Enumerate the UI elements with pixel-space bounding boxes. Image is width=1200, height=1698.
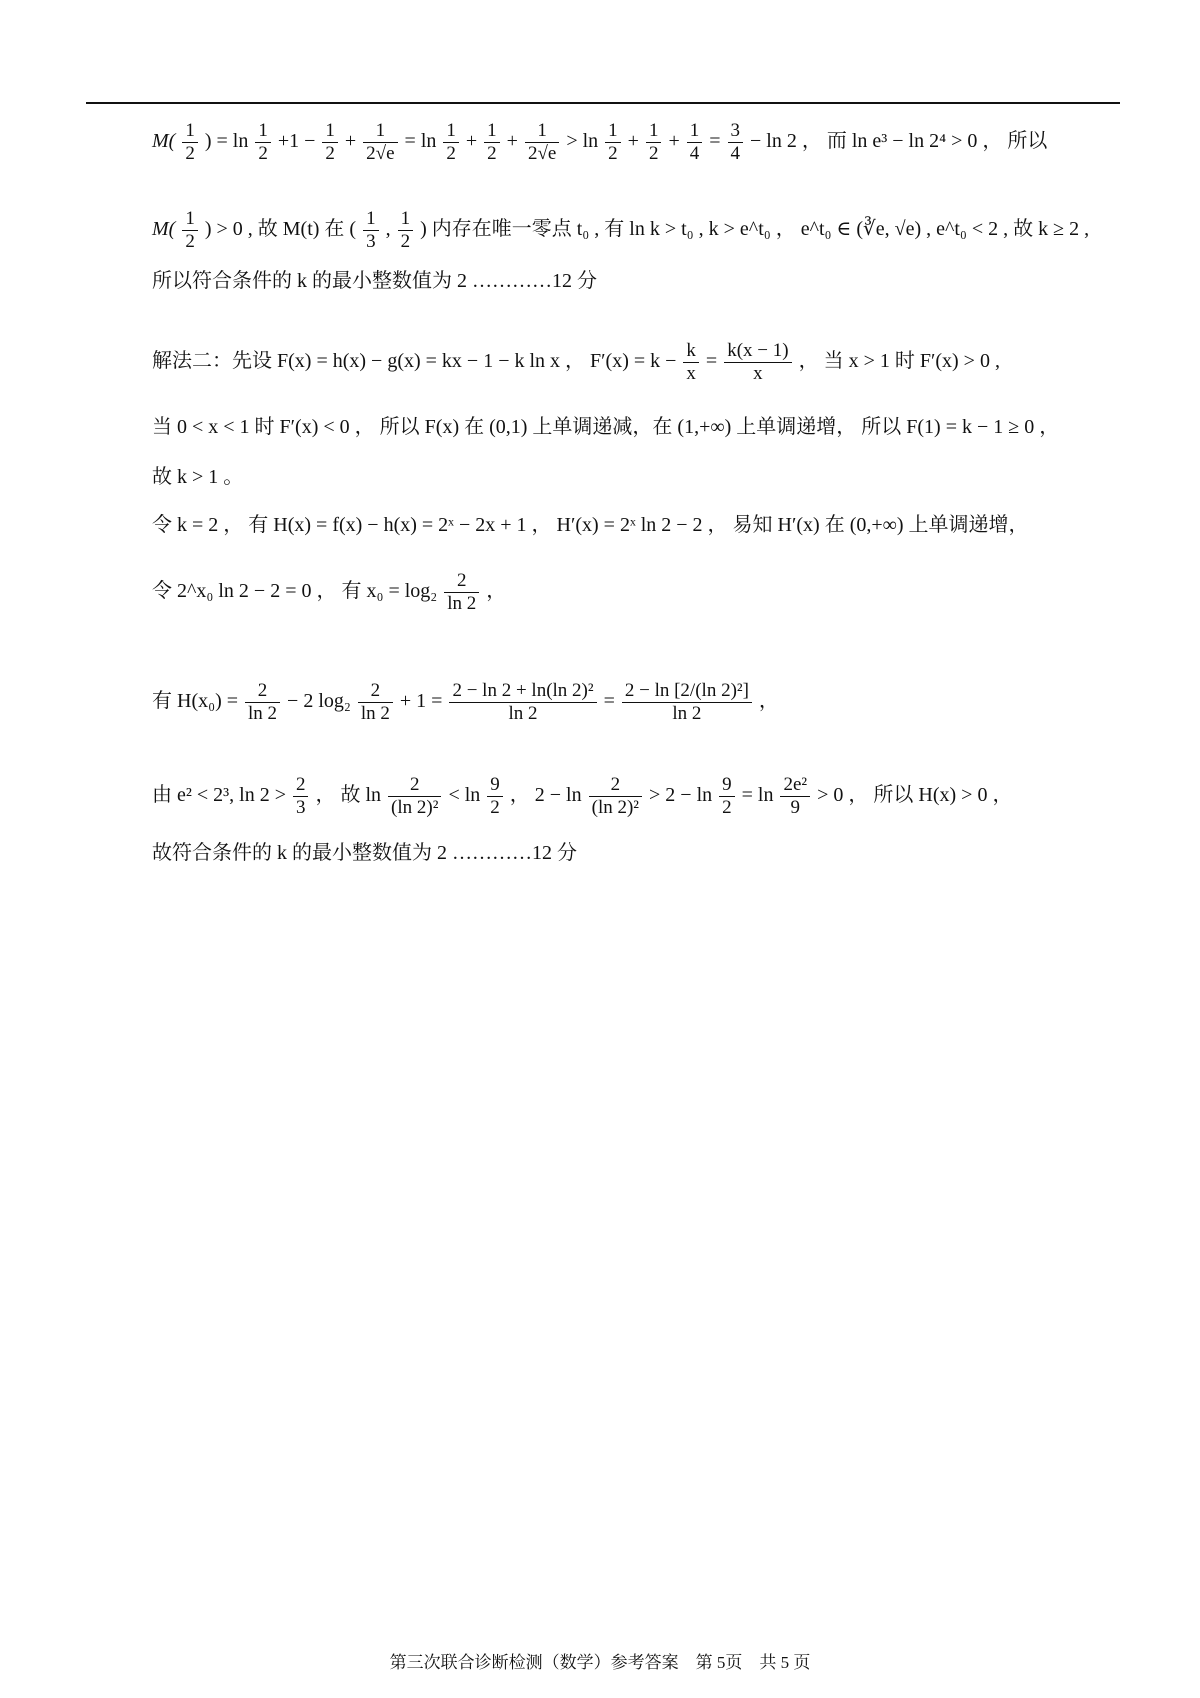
fraction: $\frac{1}{2}$	[443, 120, 459, 165]
text-segment: − 2 log₂	[287, 690, 351, 713]
text-segment: =	[705, 350, 718, 373]
fraction: $\frac{2}{\ln 2}$	[245, 680, 280, 725]
fraction: $\frac{2}{3}$	[293, 774, 309, 819]
solution-line-2	[152, 208, 1120, 253]
text-segment: = ln	[404, 130, 437, 153]
fraction: $\frac{1}{2}$	[182, 208, 198, 253]
text-segment: ，	[758, 690, 779, 713]
text-segment: 由 e² < 2³, ln 2 >	[152, 784, 286, 807]
fraction: $\frac{2}{\ln 2}$	[358, 680, 393, 725]
text-segment: − ln 2 ， 而 ln e³ − ln 2⁴ > 0 ， 所以	[750, 130, 1048, 153]
text-segment: +1 −	[277, 130, 316, 153]
text-segment: ， 当 x > 1 时 F′(x) > 0 ,	[798, 350, 1000, 373]
text-segment: 令 2^x₀ ln 2 − 2 = 0 ， 有 x₀ = log₂	[152, 580, 438, 603]
text-segment: +	[668, 130, 680, 153]
text-segment: +	[344, 130, 357, 153]
solution-line-10	[152, 774, 1120, 819]
fraction: $\frac{1}{3}$	[363, 208, 379, 253]
text-segment: + 1 =	[399, 690, 443, 713]
solution-line-3: 所以符合条件的 k 的最小整数值为 2 …………12 分	[152, 270, 597, 292]
fraction: $\frac{1}{2√e}$	[525, 120, 559, 165]
text-segment: ，	[486, 580, 507, 603]
fraction: $\frac{3}{4}$	[728, 120, 744, 165]
text-segment: 解法二：先设 F(x) = h(x) − g(x) = kx − 1 − k ln x ， F′(x) = k −	[152, 350, 677, 373]
fraction: $\frac{2}{\text{(ln 2)²}}$	[388, 774, 441, 819]
solution-line-5: 当 0 < x < 1 时 F′(x) < 0 ， 所以 F(x) 在 (0,1) 上单调递减，在 (1,+∞) 上单调递增， 所以 F(1) = k − 1 ≥ 0 ，	[152, 416, 1060, 438]
header-rule	[86, 102, 1120, 104]
fraction: $\frac{1}{2}$	[605, 120, 621, 165]
text-segment: ) = ln	[204, 130, 249, 153]
text-segment: ， 故 ln	[315, 784, 382, 807]
text-segment: > 0 ， 所以 H(x) > 0 ，	[817, 784, 1013, 807]
solution-line-11: 故符合条件的 k 的最小整数值为 2 …………12 分	[152, 842, 577, 864]
solution-line-9	[152, 680, 1120, 725]
text-segment: ， 2 − ln	[509, 784, 582, 807]
solution-line-4	[152, 340, 1120, 385]
text-segment: M(	[152, 130, 176, 153]
fraction: $\frac{\text{2e²}}{9}$	[780, 774, 810, 819]
fraction: $\frac{1}{2}$	[182, 120, 198, 165]
fraction: $\frac{2}{\text{(ln 2)²}}$	[589, 774, 642, 819]
text-segment: > 2 − ln	[649, 784, 713, 807]
fraction: $\frac{k(x - 1)}{x}$	[724, 340, 791, 385]
text-segment: +	[506, 130, 518, 153]
fraction: $\frac{1}{2}$	[646, 120, 662, 165]
solution-line-6: 故 k > 1 。	[152, 466, 244, 488]
text-segment: +	[465, 130, 478, 153]
text-segment: = ln	[741, 784, 774, 807]
fraction: $\frac{2}{\ln 2}$	[444, 570, 479, 615]
page-footer: 第三次联合诊断检测（数学）参考答案 第 5页 共 5 页	[389, 1653, 811, 1672]
text-segment: M(	[152, 218, 176, 241]
solution-line-7: 令 k = 2 ， 有 H(x) = f(x) − h(x) = 2ˣ − 2x + 1 ， H′(x) = 2ˣ ln 2 − 2 ， 易知 H′(x) 在 (0,+∞) 上单调递增，	[152, 514, 1029, 536]
fraction: $\frac{1}{2}$	[322, 120, 338, 165]
solution-line-1	[152, 120, 1120, 165]
fraction: $\frac{1}{4}$	[687, 120, 703, 165]
text-segment: =	[709, 130, 721, 153]
solution-line-8	[152, 570, 1120, 615]
text-segment: ) > 0 , 故 M(t) 在 (	[204, 218, 357, 241]
fraction: $\frac{1}{2}$	[255, 120, 271, 165]
text-segment: ,	[385, 218, 391, 241]
text-segment: 有 H(x₀) =	[152, 690, 239, 713]
text-segment: ) 内存在唯一零点 t₀ , 有 ln k > t₀ , k > e^t₀ ， e^t₀ ∈ (∛e, √e) , e^t₀ < 2 , 故 k ≥ 2 ,	[420, 218, 1090, 241]
fraction: $\frac{k}{x}$	[683, 340, 699, 385]
fraction: $\frac{1}{2√e}$	[363, 120, 397, 165]
text-segment: > ln	[566, 130, 599, 153]
fraction: $\frac{9}{2}$	[487, 774, 503, 819]
text-segment: +	[627, 130, 639, 153]
fraction: $\frac{\text{2 − ln 2 + ln(ln 2)²}}{\ln 2}$	[449, 680, 596, 725]
fraction: $\frac{9}{2}$	[719, 774, 735, 819]
text-segment: =	[603, 690, 615, 713]
text-segment: < ln	[448, 784, 481, 807]
fraction: $\frac{1}{2}$	[398, 208, 414, 253]
fraction: $\frac{\text{2 − ln [2/(ln 2)²]}}{\ln 2}$	[622, 680, 752, 725]
fraction: $\frac{1}{2}$	[484, 120, 500, 165]
